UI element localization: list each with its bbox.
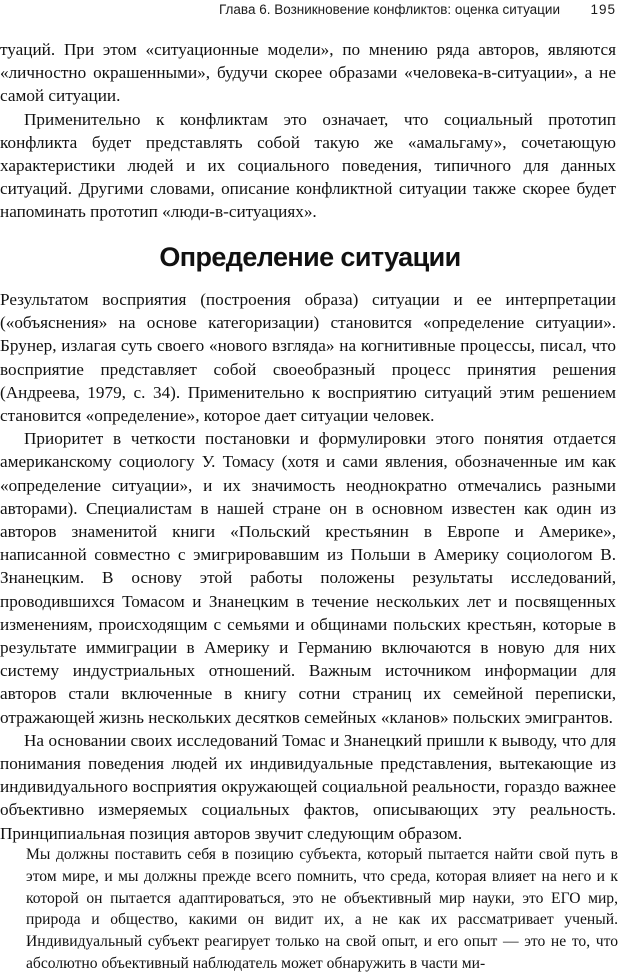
- paragraph-continued: туаций. При этом «ситуационные модели», по мнению ряда авторов, являются «личностно окрашенными», будучи скорее образами «человека-в-ситуации», а не самой ситуации.: [0, 40, 616, 106]
- section-heading: Определение ситуации: [159, 242, 461, 272]
- paragraph: Приоритет в четкости постановки и формулировки этого понятия отдается американскому социологу У. Томасу (хотя и сами явления, обозначенные им как «определение ситуации», и их значимость неоднократно отмечались разными авторами). Специалистам в нашей стране он в основном известен как один из авторов знаменитой книги «Польский крестьянин в Европе и Америке», написанной совместно с эмигрировавшим из Польши в Америку социологом В. Знанецким. В основу этой работы положены результаты исследований, проводившихся Томасом и Знанецким в течение нескольких лет и посвященных изменениям, происходящим с семьями и общинами польских крестьян, которые в результате иммиграции в Америку и Германию включаются в новую для них систему индустриальных отношений. Важным источником информации для авторов стали включенные в книгу сотни страниц их семейной переписки, отражающей жизнь нескольких десятков семейных «кланов» польских эмигрантов.: [0, 429, 616, 727]
- paragraph: Применительно к конфликтам это означает, что социальный прототип конфликта будет представлять собой такую же «амальгаму», сочетающую характеристики людей и их социального поведения, типичного для данных ситуаций. Другими словами, описание конфликтной ситуации также скорее будет напоминать прототип «люди-в-ситуациях».: [0, 109, 616, 222]
- page-number: 195: [590, 2, 616, 17]
- paragraph: На основании своих исследований Томас и Знанецкий пришли к выводу, что для понимания поведения людей их индивидуальные представления, вытекающие из индивидуального восприятия окружающей социальной реальности, гораздо важнее объективно измеряемых социальных фактов, описывающих эту реальность. Принципиальная позиция авторов звучит следующим образом.: [0, 730, 616, 843]
- paragraph: Результатом восприятия (построения образа) ситуации и ее интерпретации («объяснения» на основе категоризации) становится «определение ситуации». Брунер, излагая суть своего «нового взгляда» на когнитивные процессы, писал, что восприятие представляет собой своеобразный процесс принятия решения (Андреева, 1979, с. 34). Применительно к восприятию ситуаций этим решением становится «определение», которое дает ситуации человек.: [0, 290, 616, 426]
- section-text-block: [0, 288, 616, 845]
- chapter-title: Глава 6. Возникновение конфликтов: оценка ситуации: [218, 2, 560, 17]
- block-quote: Мы должны поставить себя в позицию субъекта, который пытается найти свой путь в этом мире, и мы должны прежде всего помнить, что среда, которая влияет на него и к которой он пытается адаптироваться, это не объективный мир науки, это ЕГО мир, природа и общество, какими он видит их, а не как их рассматривает ученый. Индивидуальный субъект реагирует только на свой опыт, и его опыт — это не то, что абсолютно объективный наблюдатель может обнаружить в части ми-: [26, 846, 618, 972]
- running-header: [0, 2, 620, 22]
- intro-text-block: [0, 38, 616, 224]
